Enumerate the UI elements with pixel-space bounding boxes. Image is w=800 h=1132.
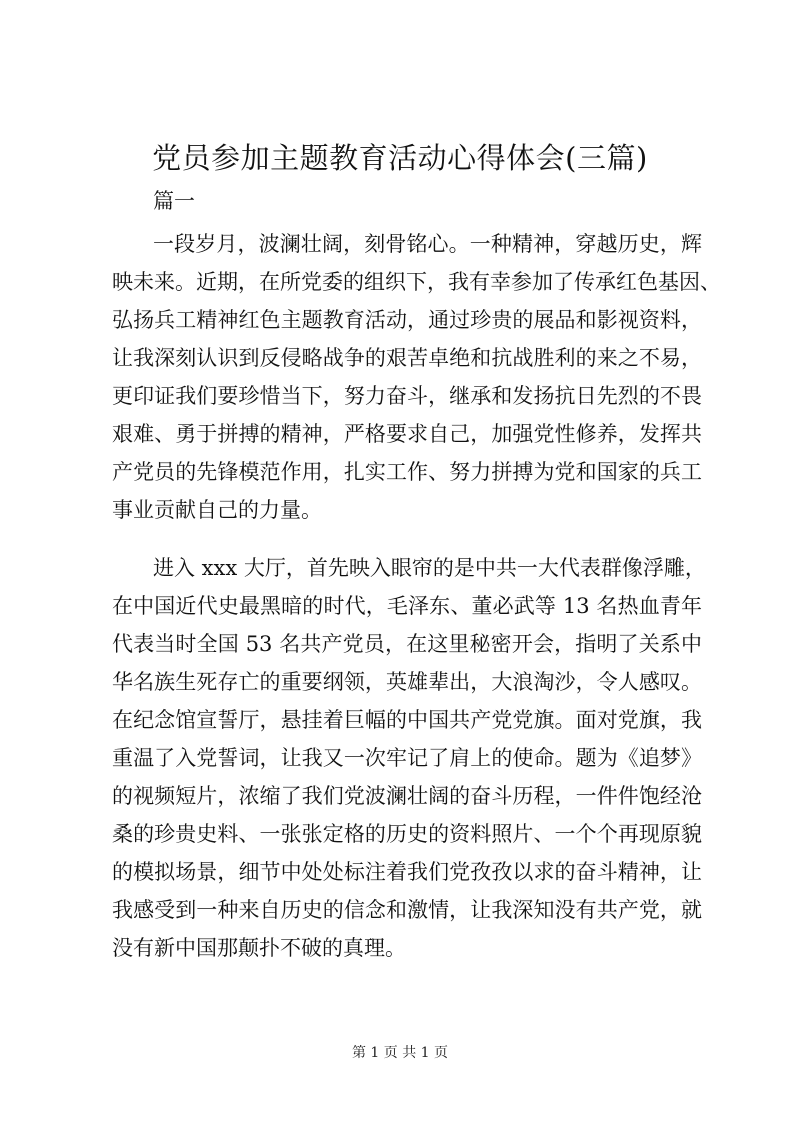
paragraph-2-line: 的模拟场景，细节中处处标注着我们党孜孜以求的奋斗精神，让	[112, 860, 702, 884]
paragraph-2-line: 进入 xxx 大厅，首先映入眼帘的是中共一大代表群像浮雕，	[153, 556, 706, 580]
paragraph-2-line: 没有新中国那颠扑不破的真理。	[112, 936, 406, 960]
paragraph-2-line: 的视频短片，浓缩了我们党波澜壮阔的奋斗历程，一件件饱经沧	[112, 784, 702, 808]
paragraph-1-line: 弘扬兵工精神红色主题教育活动，通过珍贵的展品和影视资料，	[112, 308, 702, 332]
paragraph-1-line: 一段岁月，波澜壮阔，刻骨铭心。一种精神，穿越历史，辉	[153, 232, 702, 256]
paragraph-2	[112, 549, 706, 967]
paragraph-2-line: 在纪念馆宣誓厅，悬挂着巨幅的中国共产党党旗。面对党旗，我	[112, 708, 702, 732]
paragraph-1-line: 让我深刻认识到反侵略战争的艰苦卓绝和抗战胜利的来之不易，	[112, 346, 702, 370]
paragraph-1-line: 产党员的先锋模范作用，扎实工作、努力拼搏为党和国家的兵工	[112, 460, 702, 484]
paragraph-2-line: 华名族生死存亡的重要纲领，英雄辈出，大浪淘沙，令人感叹。	[112, 670, 702, 694]
paragraph-1-line: 事业贡献自己的力量。	[112, 498, 322, 522]
page-footer: 第 1 页 共 1 页	[351, 1045, 449, 1061]
paragraph-1-line: 更印证我们要珍惜当下，努力奋斗，继承和发扬抗日先烈的不畏	[112, 384, 702, 408]
paragraph-1-line: 映未来。近期，在所党委的组织下，我有幸参加了传承红色基因、	[112, 270, 721, 294]
paragraph-2-line: 我感受到一种来自历史的信念和激情，让我深知没有共产党，就	[112, 898, 702, 922]
document-title: 党员参加主题教育活动心得体会(三篇)	[152, 141, 648, 175]
paragraph-2-line: 代表当时全国 53 名共产党员，在这里秘密开会，指明了关系中	[112, 632, 702, 656]
paragraph-1-line: 艰难、勇于拼搏的精神，严格要求自己，加强党性修养，发挥共	[112, 422, 702, 446]
section-label: 篇一	[153, 189, 195, 213]
paragraph-2-line: 桑的珍贵史料、一张张定格的历史的资料照片、一个个再现原貌	[112, 822, 702, 846]
paragraph-1	[112, 225, 721, 529]
paragraph-2-line: 在中国近代史最黑暗的时代，毛泽东、董必武等 13 名热血青年	[112, 594, 702, 618]
paragraph-2-line: 重温了入党誓词，让我又一次牢记了肩上的使命。题为《追梦》	[112, 746, 702, 770]
